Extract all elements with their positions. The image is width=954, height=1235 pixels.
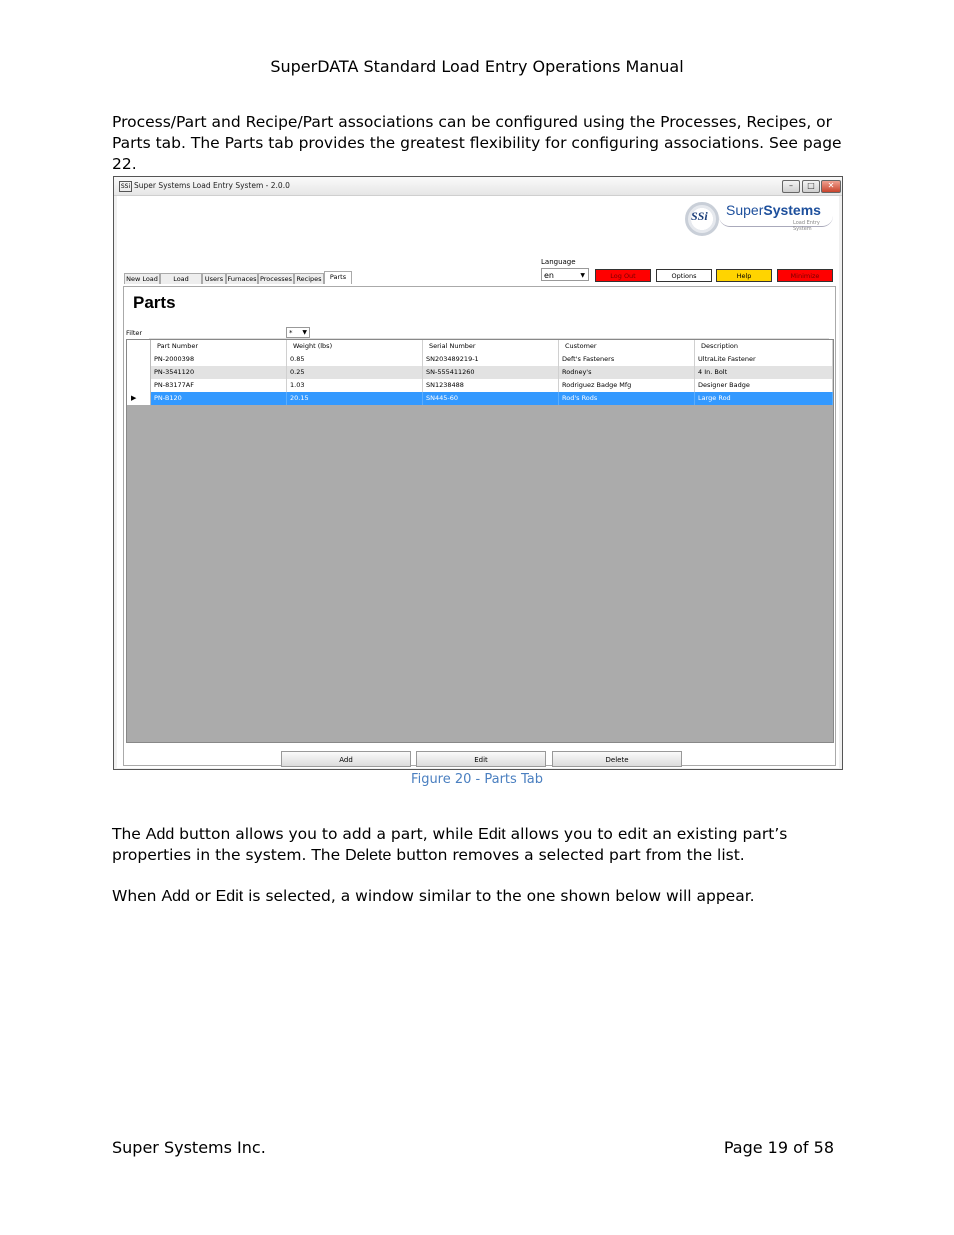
figure-caption: Figure 20 - Parts Tab [411, 772, 543, 787]
cell-part-number: PN-3541120 [151, 366, 287, 379]
cell-description: 4 In. Bolt [695, 366, 833, 379]
column-header-serial-number[interactable]: Serial Number [423, 340, 559, 353]
minimize-button[interactable]: Minimize [777, 269, 833, 282]
text-run: button allows you to add a part, while [174, 825, 479, 843]
tab-furnaces[interactable]: Furnaces [227, 275, 257, 283]
filter-label: Filter [126, 329, 143, 337]
intro-line: Process/Part and Recipe/Part associations can be configured using the Processes, Recipes, or [112, 113, 833, 131]
delete-keyword: Delete [345, 847, 392, 864]
table-header-row [127, 340, 833, 354]
cell-serial-number: SN1238488 [423, 379, 559, 392]
intro-line: Parts tab. The Parts tab provides the greatest flexibility for configuring associations. See page [112, 134, 842, 152]
column-header-customer[interactable]: Customer [559, 340, 695, 353]
cell-customer: Rod's Rods [559, 392, 695, 405]
logo-mark: SSi [691, 209, 708, 223]
text-run: The [112, 825, 146, 843]
options-button[interactable]: Options [656, 269, 712, 282]
edit-keyword: Edit [215, 888, 244, 905]
cell-description: Designer Badge [695, 379, 833, 392]
add-keyword: Add [145, 826, 175, 843]
cell-description: UltraLite Fastener [695, 353, 833, 366]
paragraph-line [112, 824, 842, 845]
cell-serial-number: SN203489219-1 [423, 353, 559, 366]
parts-panel [123, 286, 836, 766]
text-run: allows you to edit an existing part’s [505, 825, 788, 843]
cell-weight: 0.25 [287, 366, 423, 379]
row-pointer-icon[interactable]: ▶ [127, 392, 151, 405]
cell-serial-number: SN445-60 [423, 392, 559, 405]
tab-users[interactable]: Users [202, 273, 226, 284]
buttons-paragraph [112, 824, 842, 866]
language-value: en [544, 271, 554, 280]
table-row[interactable] [127, 353, 833, 366]
logout-button[interactable]: Log Out [595, 269, 651, 282]
logo-brand [726, 202, 821, 218]
page-title: Parts [133, 293, 176, 312]
page-header: SuperDATA Standard Load Entry Operations Manual [270, 57, 684, 76]
column-header-part-number[interactable]: Part Number [151, 340, 287, 353]
row-header-corner [127, 340, 151, 353]
edit-keyword: Edit [478, 826, 506, 843]
footer-company: Super Systems Inc. [112, 1138, 266, 1157]
cell-description: Large Rod [695, 392, 833, 405]
cell-customer: Deft's Fasteners [559, 353, 695, 366]
chevron-down-icon: ▼ [580, 272, 585, 279]
tab-parts[interactable]: Parts [324, 271, 352, 284]
tab-processes[interactable]: Processes [259, 275, 293, 283]
app-client-area [117, 196, 839, 768]
logo-brand-bold: Systems [763, 202, 821, 218]
tab-load-history[interactable]: Load [160, 273, 202, 284]
paragraph-line [112, 845, 842, 866]
row-header[interactable] [127, 353, 151, 366]
cell-weight: 1.03 [287, 379, 423, 392]
text-run: is selected, a window similar to the one shown below will appear. [243, 887, 755, 905]
add-keyword: Add [161, 888, 190, 905]
filter-select[interactable] [286, 327, 310, 338]
footer-page-number: Page 19 of 58 [723, 1138, 834, 1157]
app-icon: SSi [120, 183, 131, 190]
text-run: button removes a selected part from the list. [391, 846, 745, 864]
window-title: Super Systems Load Entry System - 2.0.0 [134, 181, 290, 190]
cell-part-number: PN-2000398 [151, 353, 287, 366]
table-row-selected[interactable] [127, 392, 833, 405]
row-header[interactable] [127, 366, 151, 379]
app-window-screenshot [113, 176, 843, 770]
filter-row[interactable] [149, 327, 829, 339]
logo-tagline: Load Entry System [793, 220, 820, 232]
window-paragraph [112, 886, 842, 907]
column-header-weight[interactable]: Weight (lbs) [287, 340, 423, 353]
edit-button[interactable]: Edit [416, 751, 546, 767]
chevron-down-icon: ▼ [302, 329, 307, 336]
text-run: When [112, 887, 162, 905]
cell-customer: Rodriguez Badge Mfg [559, 379, 695, 392]
filter-value: * [289, 329, 293, 337]
delete-button[interactable]: Delete [552, 751, 682, 767]
table-row[interactable] [127, 379, 833, 392]
language-label: Language [541, 258, 576, 266]
cell-customer: Rodney's [559, 366, 695, 379]
text-run: properties in the system. The [112, 846, 346, 864]
intro-paragraph [112, 112, 842, 175]
tab-new-load[interactable]: New Load [124, 273, 160, 284]
add-button[interactable]: Add [281, 751, 411, 767]
row-header[interactable] [127, 379, 151, 392]
company-logo [683, 196, 833, 246]
help-button[interactable]: Help [716, 269, 772, 282]
text-run: or [189, 887, 216, 905]
title-bar [114, 177, 842, 196]
paragraph-line [112, 886, 842, 907]
intro-line: 22. [112, 155, 137, 173]
minimize-window-icon[interactable]: – [782, 180, 800, 193]
column-header-description[interactable]: Description [695, 340, 833, 353]
parts-table [126, 339, 834, 743]
language-select[interactable] [541, 268, 589, 281]
table-row[interactable] [127, 366, 833, 379]
cell-serial-number: SN-555411260 [423, 366, 559, 379]
cell-weight: 0.85 [287, 353, 423, 366]
tab-recipes[interactable]: Recipes [294, 273, 324, 284]
cell-weight: 20.15 [287, 392, 423, 405]
close-window-icon[interactable]: ✕ [821, 180, 841, 193]
cell-part-number: PN-83177AF [151, 379, 287, 392]
logo-brand-light: Super [726, 202, 764, 218]
cell-part-number: PN-B120 [151, 392, 287, 405]
maximize-window-icon[interactable]: □ [802, 180, 820, 193]
